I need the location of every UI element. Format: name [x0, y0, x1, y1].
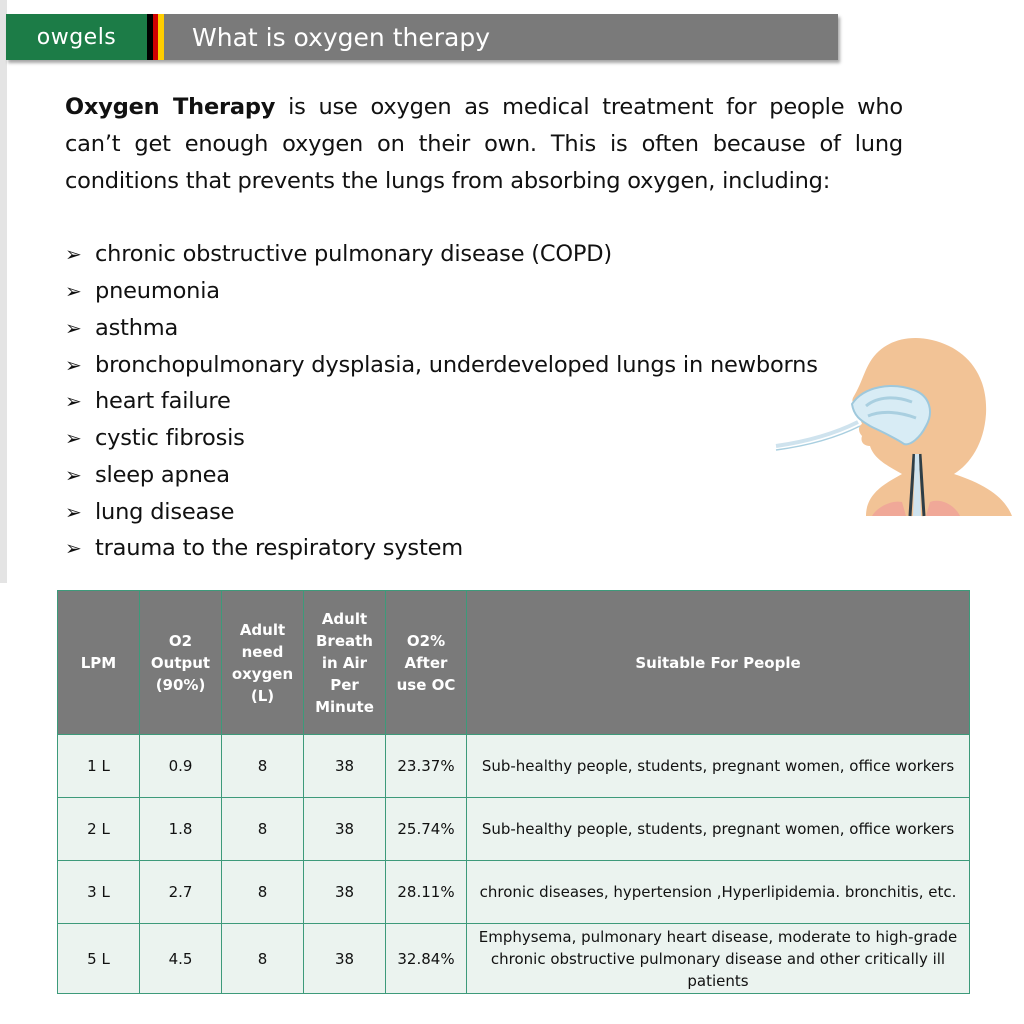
condition-text: chronic obstructive pulmonary disease (COPD): [95, 241, 612, 268]
cell-adult-need: 8: [222, 735, 304, 798]
condition-text: pneumonia: [95, 278, 220, 305]
list-item: [65, 530, 818, 567]
arrow-bullet-icon: ➢: [65, 389, 82, 414]
intro-term: Oxygen Therapy: [65, 94, 276, 120]
list-item: [65, 420, 818, 457]
cell-breath: 38: [304, 735, 386, 798]
table-row: [58, 798, 970, 861]
header-breath-per-minute: Adult Breath in Air Per Minute: [304, 591, 386, 735]
cell-o2-output: 2.7: [140, 861, 222, 924]
header-adult-need: Adult need oxygen (L): [222, 591, 304, 735]
intro-paragraph: [65, 89, 903, 200]
cell-suitable: chronic diseases, hypertension ,Hyperlipidemia. bronchitis, etc.: [467, 861, 970, 924]
arrow-bullet-icon: ➢: [65, 462, 82, 487]
brand-name: owgels: [36, 24, 117, 50]
list-item: [65, 273, 818, 310]
header-lpm: LPM: [58, 591, 140, 735]
cell-o2-output: 1.8: [140, 798, 222, 861]
condition-text: sleep apnea: [95, 461, 230, 488]
cell-suitable: Sub-healthy people, students, pregnant women, office workers: [467, 735, 970, 798]
cell-lpm: 5 L: [58, 924, 140, 994]
cell-o2-after: 32.84%: [386, 924, 467, 994]
table-header-row: [58, 591, 970, 735]
condition-text: heart failure: [95, 388, 231, 415]
page-title: What is oxygen therapy: [192, 23, 490, 52]
cell-suitable: Emphysema, pulmonary heart disease, moderate to high-grade chronic obstructive pulmonary disease and other critically ill patients: [467, 924, 970, 994]
header-o2-output: O2 Output (90%): [140, 591, 222, 735]
condition-text: asthma: [95, 314, 179, 341]
list-item: [65, 346, 818, 383]
cell-adult-need: 8: [222, 861, 304, 924]
cell-lpm: 1 L: [58, 735, 140, 798]
cell-adult-need: 8: [222, 798, 304, 861]
cell-o2-after: 23.37%: [386, 735, 467, 798]
list-item: [65, 383, 818, 420]
cell-breath: 38: [304, 924, 386, 994]
cell-lpm: 2 L: [58, 798, 140, 861]
cell-o2-after: 25.74%: [386, 798, 467, 861]
intro-text: is use oxygen as medical treatment for people who can’t get enough oxygen on their own. This is often because of lung conditions that prevents the lungs from absorbing oxygen, including:: [65, 94, 903, 194]
condition-text: trauma to the respiratory system: [95, 535, 463, 562]
arrow-bullet-icon: ➢: [65, 352, 82, 377]
cell-suitable: Sub-healthy people, students, pregnant women, office workers: [467, 798, 970, 861]
condition-text: cystic fibrosis: [95, 425, 245, 452]
cell-breath: 38: [304, 861, 386, 924]
cell-o2-output: 4.5: [140, 924, 222, 994]
header-o2-after: O2% After use OC: [386, 591, 467, 735]
list-item: [65, 493, 818, 530]
condition-text: bronchopulmonary dysplasia, underdeveloped lungs in newborns: [95, 351, 818, 378]
cell-breath: 38: [304, 798, 386, 861]
cell-lpm: 3 L: [58, 861, 140, 924]
table-row: [58, 735, 970, 798]
brand-logo: [6, 14, 147, 60]
list-item: [65, 236, 818, 273]
arrow-bullet-icon: ➢: [65, 536, 82, 561]
table-row: [58, 861, 970, 924]
list-item: [65, 457, 818, 494]
arrow-bullet-icon: ➢: [65, 242, 82, 267]
list-item: [65, 310, 818, 347]
arrow-bullet-icon: ➢: [65, 426, 82, 451]
conditions-list: [65, 236, 818, 567]
condition-text: lung disease: [95, 498, 235, 525]
flag-stripe-gold: [158, 14, 164, 60]
cell-o2-after: 28.11%: [386, 861, 467, 924]
left-margin-rule: [0, 0, 7, 583]
cell-o2-output: 0.9: [140, 735, 222, 798]
header-suitable: Suitable For People: [467, 591, 970, 735]
oxygen-flow-table: [57, 590, 970, 994]
arrow-bullet-icon: ➢: [65, 279, 82, 304]
arrow-bullet-icon: ➢: [65, 499, 82, 524]
table-row: [58, 924, 970, 994]
oxygen-therapy-illustration: [774, 334, 1014, 520]
cell-adult-need: 8: [222, 924, 304, 994]
arrow-bullet-icon: ➢: [65, 315, 82, 340]
